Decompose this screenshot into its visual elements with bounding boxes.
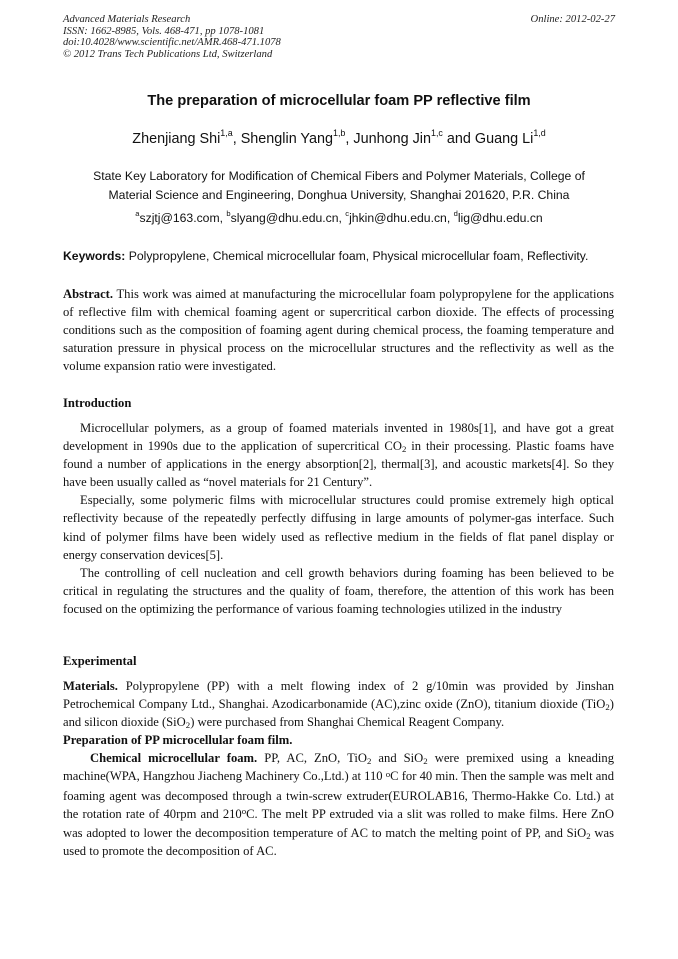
- paragraph: Microcellular polymers, as a group of foamed materials invented in 1980s[1], and have got a great development in 1990s due to the application of supercritical $CO_2$ in their processing. Plastic foams have found a number of applications in the energy absorption[2], thermal[3], and acoustic markets[4]. So they have been usually called as “novel materials for 21 Century”.: [63, 421, 614, 490]
- journal-header: [63, 14, 281, 60]
- email-address[interactable]: szjtj@163.com: [139, 211, 220, 226]
- section-heading-experimental: Experimental: [63, 654, 137, 668]
- author-affil-sup: 1,d: [533, 127, 546, 138]
- abstract-text: This work was aimed at manufacturing the microcellular foam polypropylene for the applications of reflective film with chemical foaming agent or supercritical carbon dioxide. The effects of processing conditions such as the composition of foaming agent during chemical process, the foaming temperature and saturation pressure in physical process on the microcellular structures and the reflectivity as well as the volume expansion ratio were investigated.: [63, 287, 614, 374]
- author-affil-sup: 1,b: [332, 127, 346, 138]
- author-name: Guang Li: [474, 130, 534, 147]
- abstract: [63, 285, 614, 375]
- keywords-label: Keywords:: [63, 249, 126, 263]
- author-name: Junhong Jin: [353, 130, 431, 147]
- affiliation: State Key Laboratory for Modification of Chemical Fibers and Polymer Materials, College of Material Science and Engineering, Donghua University, Shanghai 201620, P.R. China: [93, 169, 585, 202]
- doi-line: doi:10.4028/www.scientific.net/AMR.468-471.1078: [63, 37, 281, 49]
- journal-name: Advanced Materials Research: [63, 14, 191, 25]
- introduction-body: [63, 419, 614, 618]
- email-list: $^a$szjtj@163.com, $^b$slyang@dhu.edu.cn, $^c$jhkin@dhu.edu.cn, $^d$lig@dhu.edu.cn: [135, 208, 543, 226]
- issn-line: ISSN: 1662-8985, Vols. 468-471, pp 1078-1081: [63, 25, 265, 37]
- subsection-heading: Preparation of PP microcellular foam film.: [63, 733, 293, 748]
- paragraph: The controlling of cell nucleation and cell growth behaviors during foaming has been believed to be critical in regulating the structures and the quality of foam, therefore, the attention of this work has been focused on the optimizing the performance of various foaming technologies utilized in the industry: [63, 565, 614, 616]
- keywords: Keywords: Polypropylene, Chemical microcellular foam, Physical microcellular foam, Reflectivity.: [63, 249, 589, 263]
- author-name: Shenglin Yang: [240, 130, 333, 147]
- author-list: Zhenjiang Shi$^{1,a}$, Shenglin Yang$^{1,b}$, Junhong Jin$^{1,c}$ and Guang Li$^{1,d}$: [132, 127, 546, 147]
- author-name: Zhenjiang Shi: [132, 130, 221, 147]
- paragraph: Especially, some polymeric films with microcellular structures could promise extremely high optical reflectivity because of the repeatedly perfectly diffusing in large amounts of polymer-gas interface. Such kind of polymer films have been widely used as reflective medium in the fields of flat panel display or energy conservation devices[5].: [63, 493, 614, 562]
- abstract-label: Abstract.: [63, 287, 114, 301]
- online-date: Online: 2012-02-27: [530, 14, 615, 25]
- section-heading-introduction: Introduction: [63, 396, 132, 410]
- experimental-body: [63, 677, 614, 860]
- paragraph: Materials. Polypropylene (PP) with a melt flowing index of 2 g/10min was provided by Jinshan Petrochemical Company Ltd., Shanghai. Azodicarbonamide (AC),zinc oxide (ZnO), titanium dioxide (TiO$_2$) and silicon dioxide (SiO$_2$) were purchased from Shanghai Chemical Reagent Company.: [63, 679, 615, 731]
- email-address[interactable]: lig@dhu.edu.cn: [457, 211, 543, 226]
- paper-title: The preparation of microcellular foam PP reflective film: [147, 93, 531, 109]
- copyright-line: © 2012 Trans Tech Publications Ltd, Switzerland: [63, 48, 273, 60]
- email-address[interactable]: jhkin@dhu.edu.cn: [349, 211, 447, 226]
- paragraph: Chemical microcellular foam. PP, AC, ZnO, TiO$_2$ and SiO$_2$ were premixed using a kneading machine(WPA, Hangzhou Jiacheng Machinery Co.,Ltd.) at 110 $^o$C for 40 min. Then the sample was melt and foaming agent was decomposed through a twin-screw extruder(EUROLAB16, Thermo-Hakke Co. Ltd.) at the rotation rate of 40rpm and 210$^o$C. The melt PP extruded via a slit was rolled to make films. Here ZnO was adopted to lower the decomposition temperature of AC to match the melting point of PP, and SiO$_2$ was used to promote the decomposition of AC.: [63, 751, 615, 858]
- email-address[interactable]: slyang@dhu.edu.cn: [230, 211, 339, 226]
- author-affil-sup: 1,a: [220, 127, 233, 138]
- author-affil-sup: 1,c: [431, 127, 443, 138]
